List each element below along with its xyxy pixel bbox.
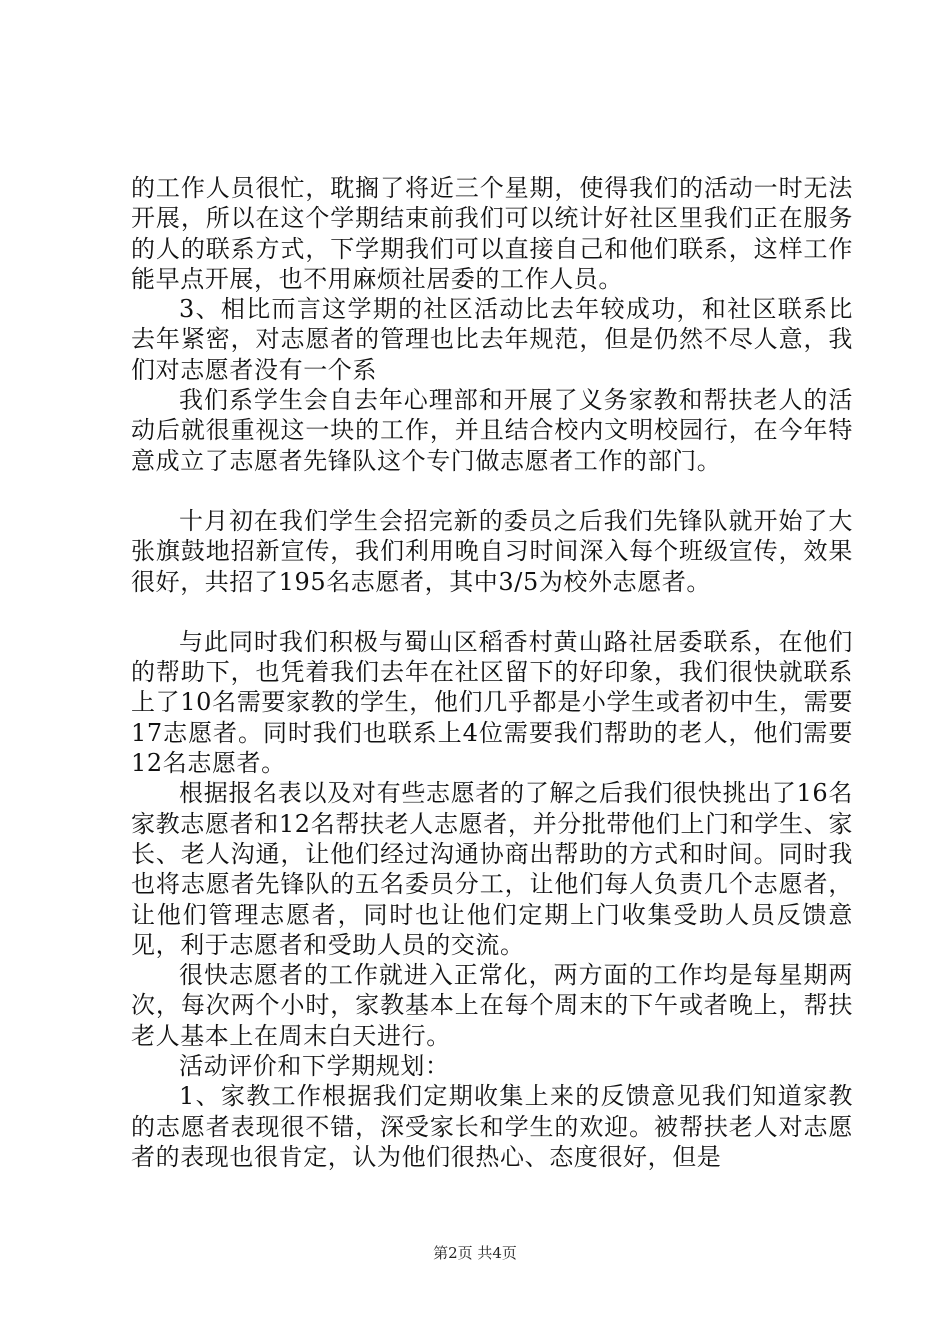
paragraph-7: 很快志愿者的工作就进入正常化，两方面的工作均是每星期两次，每次两个小时，家教基本上在每个周末的下午或者晚上，帮扶老人基本上在周末白天进行。 bbox=[131, 961, 853, 1050]
paragraph-8: 活动评价和下学期规划： bbox=[179, 1052, 450, 1081]
page-footer: 第2页 共4页 bbox=[433, 1244, 517, 1262]
document-body bbox=[131, 173, 853, 1172]
paragraph-9: 1、家教工作根据我们定期收集上来的反馈意见我们知道家教的志愿者表现很不错，深受家长和学生的欢迎。被帮扶老人对志愿者的表现也很肯定，认为他们很热心、态度很好，但是 bbox=[131, 1082, 853, 1171]
paragraph-3: 我们系学生会自去年心理部和开展了义务家教和帮扶老人的活动后就很重视这一块的工作，并且结合校内文明校园行，在今年特意成立了志愿者先锋队这个专门做志愿者工作的部门。 bbox=[131, 386, 853, 475]
paragraph-6: 根据报名表以及对有些志愿者的了解之后我们很快挑出了16名家教志愿者和12名帮扶老人志愿者，并分批带他们上门和学生、家长、老人沟通，让他们经过沟通协商出帮助的方式和时间。同时我也将志愿者先锋队的五名委员分工，让他们每人负责几个志愿者，让他们管理志愿者，同时也让他们定期上门收集受助人员反馈意见，利于志愿者和受助人员的交流。 bbox=[131, 779, 853, 959]
paragraph-2: 3、相比而言这学期的社区活动比去年较成功，和社区联系比去年紧密，对志愿者的管理也比去年规范，但是仍然不尽人意，我们对志愿者没有一个系 bbox=[131, 295, 853, 384]
paragraph-4: 十月初在我们学生会招完新的委员之后我们先锋队就开始了大张旗鼓地招新宣传，我们利用晚自习时间深入每个班级宣传，效果很好，共招了195名志愿者，其中3/5为校外志愿者。 bbox=[131, 506, 853, 596]
paragraph-5: 与此同时我们积极与蜀山区稻香村黄山路社居委联系，在他们的帮助下，也凭着我们去年在社区留下的好印象，我们很快就联系上了10名需要家教的学生，他们几乎都是小学生或者初中生，需要17志愿者。同时我们也联系上4位需要我们帮助的老人，他们需要12名志愿者。 bbox=[131, 627, 853, 778]
paragraph-1: 的工作人员很忙，耽搁了将近三个星期，使得我们的活动一时无法开展，所以在这个学期结束前我们可以统计好社区里我们正在服务的人的联系方式，下学期我们可以直接自己和他们联系，这样工作能早点开展，也不用麻烦社居委的工作人员。 bbox=[131, 174, 853, 293]
